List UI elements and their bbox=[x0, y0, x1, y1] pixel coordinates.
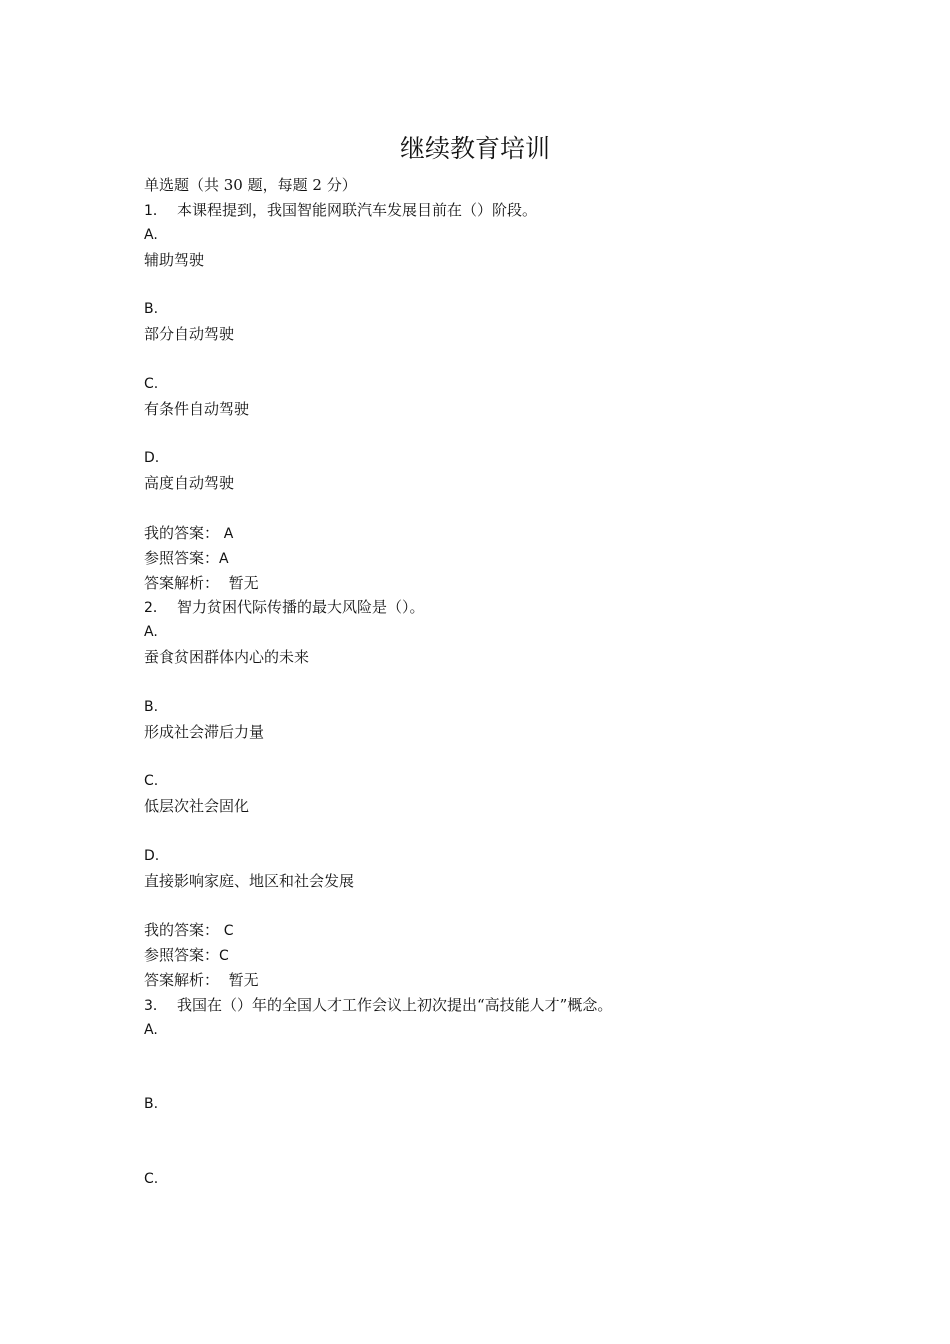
option-letter: D. bbox=[144, 847, 160, 864]
my-answer-row bbox=[144, 521, 864, 546]
my-answer-value: C bbox=[223, 923, 234, 940]
question-3 bbox=[144, 993, 864, 1217]
option-text bbox=[144, 1192, 864, 1217]
spacer bbox=[144, 893, 864, 918]
question-stem bbox=[144, 595, 864, 620]
spacer bbox=[144, 819, 864, 844]
my-answer-value: A bbox=[223, 525, 234, 542]
option-letter: B. bbox=[144, 301, 159, 318]
spacer bbox=[144, 670, 864, 695]
option-letter: C. bbox=[144, 773, 159, 790]
analysis-label: 答案解析： bbox=[144, 573, 220, 592]
spacer bbox=[144, 1067, 864, 1092]
option-letter: C. bbox=[144, 375, 159, 392]
option-text: 部分自动驾驶 bbox=[144, 325, 235, 344]
question-text: 本课程提到，我国智能网联汽车发展目前在（）阶段。 bbox=[177, 200, 538, 219]
spacer bbox=[144, 744, 864, 769]
option-text: 有条件自动驾驶 bbox=[144, 399, 250, 418]
my-answer-row bbox=[144, 918, 864, 943]
reference-answer-label: 参照答案： bbox=[144, 548, 220, 567]
question-text: 智力贫困代际传播的最大风险是（）。 bbox=[177, 598, 425, 617]
my-answer-label: 我的答案： bbox=[144, 523, 220, 542]
option-letter: A. bbox=[144, 1021, 158, 1038]
question-number: 2． bbox=[144, 600, 167, 617]
question-1 bbox=[144, 198, 864, 596]
spacer bbox=[144, 421, 864, 446]
option-text bbox=[144, 1117, 864, 1142]
section-heading: 单选题（共 30 题，每题 2 分） bbox=[144, 176, 357, 194]
analysis-value: 暂无 bbox=[228, 573, 259, 592]
analysis-label: 答案解析： bbox=[144, 971, 220, 989]
document-body bbox=[144, 173, 864, 1216]
option-text: 蚕食贫困群体内心的未来 bbox=[144, 648, 310, 667]
reference-answer-row bbox=[144, 546, 864, 571]
reference-answer-value: A bbox=[219, 550, 229, 567]
option-letter: B. bbox=[144, 698, 159, 715]
question-number: 1． bbox=[144, 202, 167, 219]
option-letter: A. bbox=[144, 624, 158, 641]
spacer bbox=[144, 1142, 864, 1167]
spacer bbox=[144, 496, 864, 521]
reference-answer-row bbox=[144, 943, 864, 968]
option-letter: B. bbox=[144, 1096, 159, 1113]
spacer bbox=[144, 272, 864, 297]
question-stem bbox=[144, 198, 864, 223]
analysis-value: 暂无 bbox=[228, 971, 259, 989]
option-text: 低层次社会固化 bbox=[144, 797, 250, 816]
question-text: 我国在（）年的全国人才工作会议上初次提出“高技能人才”概念。 bbox=[177, 995, 613, 1014]
document-title: 继续教育培训 bbox=[399, 134, 550, 163]
question-2 bbox=[144, 595, 864, 993]
option-text bbox=[144, 1043, 864, 1068]
option-text: 高度自动驾驶 bbox=[144, 474, 235, 493]
reference-answer-value: C bbox=[219, 948, 229, 965]
option-letter: A. bbox=[144, 226, 158, 243]
question-stem bbox=[144, 993, 864, 1018]
spacer bbox=[144, 347, 864, 372]
option-letter: C. bbox=[144, 1170, 159, 1187]
question-number: 3． bbox=[144, 997, 167, 1014]
option-text: 辅助驾驶 bbox=[144, 250, 205, 269]
analysis-row bbox=[144, 968, 864, 993]
reference-answer-label: 参照答案： bbox=[144, 946, 220, 965]
option-letter: D. bbox=[144, 450, 160, 467]
option-text: 形成社会滞后力量 bbox=[144, 722, 265, 741]
analysis-row bbox=[144, 571, 864, 596]
my-answer-label: 我的答案： bbox=[144, 921, 220, 940]
option-text: 直接影响家庭、地区和社会发展 bbox=[144, 871, 355, 890]
